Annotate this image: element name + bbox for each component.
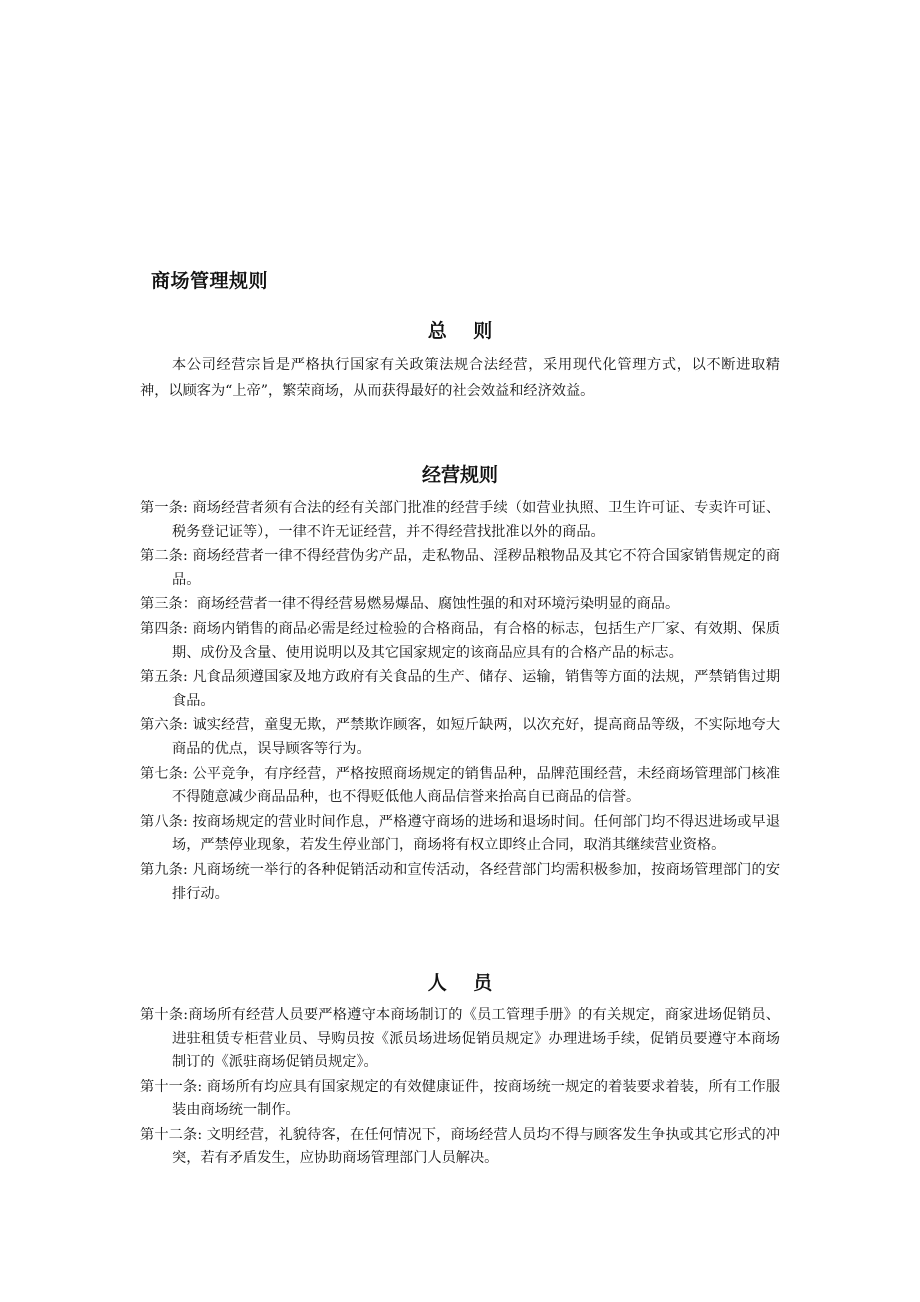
- article-item: [140, 763, 780, 810]
- article-label: 第五条:: [140, 669, 188, 686]
- article-label: 第一条:: [140, 500, 188, 516]
- article-text: 商场经营者一律不得经营伪劣产品，走私物品、淫秽品粮物品及其它不符合国家销售规定的商品。: [172, 548, 781, 588]
- article-item: [140, 1076, 780, 1123]
- article-item: [140, 593, 780, 617]
- article-text: 凡商场统一举行的各种促销活动和宣传活动，各经营部门均需积极参加，按商场管理部门的安排行动。: [172, 862, 781, 902]
- section-title-general: 总 则: [427, 320, 493, 342]
- article-text: 商场经营者须有合法的经有关部门批准的经营手续（如营业执照、卫生许可证、专卖许可证、税务登记证等），一律不许无证经营，并不得经营找批准以外的商品。: [172, 500, 781, 540]
- article-label: 第十一条:: [140, 1078, 203, 1095]
- article-text: 凡食品须遵国家及地方政府有关食品的生产、储存、运输，销售等方面的法规，严禁销售过期食品。: [172, 669, 781, 709]
- article-item: [140, 1004, 780, 1075]
- article-text: 按商场规定的营业时间作息，严格遵守商场的进场和退场时间。任何部门均不得迟进场或早退场，严禁停业现象，若发生停业部门，商场将有权立即终止合同，取消其继续营业资格。: [172, 813, 781, 854]
- section-title-personnel: 人 员: [427, 972, 493, 994]
- article-item: [140, 859, 780, 906]
- article-text: 文明经营，礼貌待客，在任何情况下，商场经营人员均不得与顾客发生争执或其它形式的冲突，若有矛盾发生，应协助商场管理部门人员解决。: [172, 1126, 781, 1167]
- article-item: [140, 618, 780, 665]
- article-label: 第九条:: [140, 862, 188, 878]
- article-text: 诚实经营，童叟无欺，严禁欺诈顾客，如短斤缺两，以次充好，提高商品等级，不实际地夸大商品的优点，误导顾客等行为。: [172, 717, 781, 757]
- article-text: 商场所有经营人员要严格遵守本商场制订的《员工管理手册》的有关规定，商家进场促销员、进驻租赁专柜营业员、导购员按《派员场进场促销员规定》办理进场手续，促销员要遵守本商场制订的《派驻商场促销员规定》。: [172, 1007, 780, 1070]
- article-text: 商场所有均应具有国家规定的有效健康证件，按商场统一规定的着装要求着装，所有工作服装由商场统一制作。: [172, 1078, 781, 1119]
- article-label: 第十条:: [140, 1007, 189, 1023]
- article-label: 第七条:: [140, 765, 188, 782]
- document-title: 商场管理规则: [151, 270, 269, 292]
- general-paragraph: 本公司经营宗旨是严格执行国家有关政策法规合法经营，采用现代化管理方式，以不断进取精神，以顾客为“上帝”，繁荣商场，从而获得最好的社会效益和经济效益。: [140, 357, 780, 399]
- article-item: [140, 545, 780, 592]
- article-label: 第十二条:: [140, 1126, 203, 1143]
- article-label: 第二条:: [140, 548, 188, 565]
- article-item: [140, 666, 780, 713]
- article-text: 公平竞争，有序经营，严格按照商场规定的销售品种，品牌范围经营，未经商场管理部门核准不得随意减少商品品种，也不得贬低他人商品信誉来抬高自已商品的信誉。: [172, 765, 781, 806]
- article-item: [140, 811, 780, 858]
- article-label: 第三条：: [140, 596, 197, 613]
- article-text: 商场内销售的商品必需是经过检验的合格商品，有合格的标志，包括生产厂家、有效期、保质期、成份及含量、使用说明以及其它国家规定的该商品应具有的合格产品的标志。: [172, 621, 781, 661]
- article-item: [140, 714, 780, 761]
- article-label: 第八条:: [140, 813, 188, 830]
- section-title-business: 经营规则: [421, 464, 498, 486]
- article-label: 第四条:: [140, 621, 188, 638]
- personnel-articles-list: [140, 1004, 780, 1172]
- article-label: 第六条:: [140, 717, 188, 734]
- article-item: [140, 497, 780, 544]
- article-item: [140, 1124, 780, 1171]
- article-text: 商场经营者一律不得经营易燃易爆品、腐蚀性强的和对环境污染明显的商品。: [196, 596, 680, 613]
- business-articles-list: [140, 497, 780, 907]
